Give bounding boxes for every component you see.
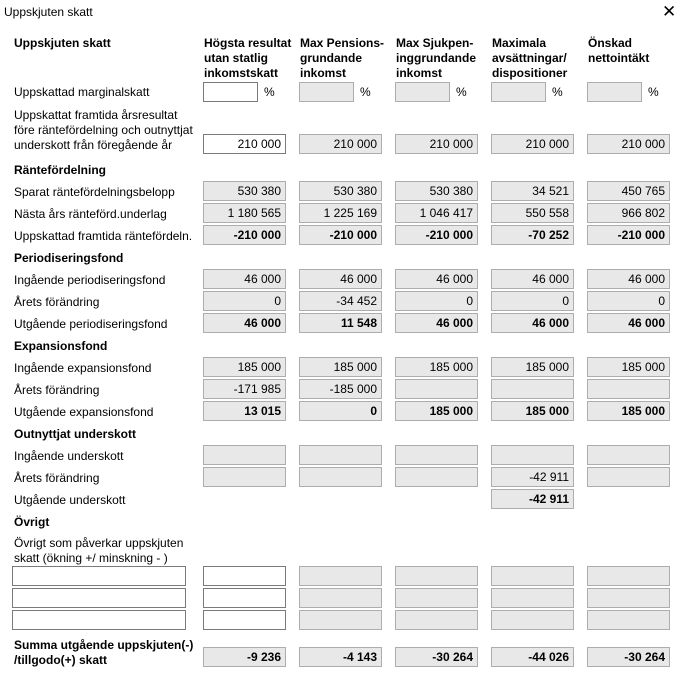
nasta-ars-field: 1 225 169 xyxy=(299,203,382,223)
sparat-label: Sparat räntefördelningsbelopp xyxy=(14,185,175,199)
arets-forandring-u-field xyxy=(587,467,670,487)
nasta-ars-field: 550 558 xyxy=(491,203,574,223)
ovrigt-text-input[interactable] xyxy=(12,566,186,586)
col-header-hogsta: Högsta resultat utan statlig inkomstskatt xyxy=(204,36,292,80)
col-header-maximala: Maximala avsättningar/ dispositioner xyxy=(492,36,568,80)
summa-field: -30 264 xyxy=(587,647,670,667)
ovrigt-value-field xyxy=(395,610,478,630)
percent-unit: % xyxy=(360,85,371,99)
sparat-field: 450 765 xyxy=(587,181,670,201)
window-title: Uppskjuten skatt xyxy=(4,5,93,19)
row-header: Uppskjuten skatt xyxy=(14,36,111,50)
ingaende-underskott-field xyxy=(587,445,670,465)
ingaende-expansionsfond-field: 185 000 xyxy=(491,357,574,377)
ingaende-periodiseringsfond-field: 46 000 xyxy=(491,269,574,289)
arets-forandring-ef-label: Årets förändring xyxy=(14,383,100,397)
arets-forandring-ef-field: -171 985 xyxy=(203,379,286,399)
nasta-ars-field: 1 180 565 xyxy=(203,203,286,223)
utgaende-underskott-label: Utgående underskott xyxy=(14,493,126,507)
framtida-arsresultat-field: 210 000 xyxy=(395,134,478,154)
utgaende-expansionsfond-field: 185 000 xyxy=(395,401,478,421)
ingaende-periodiseringsfond-field: 46 000 xyxy=(395,269,478,289)
nasta-ars-field: 1 046 417 xyxy=(395,203,478,223)
ingaende-underskott-label: Ingående underskott xyxy=(14,449,124,463)
ovrigt-value-input[interactable] xyxy=(203,610,286,630)
arets-forandring-pf-field: 0 xyxy=(491,291,574,311)
ovrigt-value-field xyxy=(491,588,574,608)
section-outnyttjat-underskott: Outnyttjat underskott xyxy=(14,427,136,441)
percent-unit: % xyxy=(648,85,659,99)
framtida-arsresultat-field[interactable]: 210 000 xyxy=(203,134,286,154)
utgaende-periodiseringsfond-field: 46 000 xyxy=(587,313,670,333)
ingaende-underskott-field xyxy=(395,445,478,465)
framtida-arsresultat-field: 210 000 xyxy=(299,134,382,154)
ingaende-underskott-field xyxy=(299,445,382,465)
arets-forandring-u-field xyxy=(299,467,382,487)
section-expansionsfond: Expansionsfond xyxy=(14,339,108,353)
summa-field: -4 143 xyxy=(299,647,382,667)
sparat-field: 34 521 xyxy=(491,181,574,201)
ingaende-underskott-field xyxy=(491,445,574,465)
ingaende-periodiseringsfond-field: 46 000 xyxy=(587,269,670,289)
utgaende-periodiseringsfond-field: 46 000 xyxy=(203,313,286,333)
utgaende-expansionsfond-field: 185 000 xyxy=(491,401,574,421)
arets-forandring-u-field xyxy=(395,467,478,487)
arets-forandring-pf-field: -34 452 xyxy=(299,291,382,311)
framtida-arsresultat-field: 210 000 xyxy=(491,134,574,154)
arets-forandring-u-field xyxy=(203,467,286,487)
ingaende-expansionsfond-label: Ingående expansionsfond xyxy=(14,361,152,375)
col-header-onskad: Önskad nettointäkt xyxy=(588,36,650,65)
percent-unit: % xyxy=(552,85,563,99)
percent-unit: % xyxy=(264,85,275,99)
col-header-sjukpenning: Max Sjukpen- inggrundande inkomst xyxy=(396,36,476,80)
sparat-field: 530 380 xyxy=(203,181,286,201)
ingaende-expansionsfond-field: 185 000 xyxy=(587,357,670,377)
arets-forandring-u-label: Årets förändring xyxy=(14,471,100,485)
uppskattad-rantefordelning-field: -210 000 xyxy=(395,225,478,245)
ovrigt-value-input[interactable] xyxy=(203,588,286,608)
summa-label: Summa utgående uppskjuten(-) /tillgodo(+) skatt xyxy=(14,638,194,667)
ingaende-periodiseringsfond-label: Ingående periodiseringsfond xyxy=(14,273,166,287)
utgaende-underskott-field: -42 911 xyxy=(491,489,574,509)
ingaende-periodiseringsfond-field: 46 000 xyxy=(299,269,382,289)
arets-forandring-pf-field: 0 xyxy=(587,291,670,311)
close-icon[interactable]: ✕ xyxy=(662,2,677,21)
marginalskatt-input xyxy=(299,82,354,102)
utgaende-expansionsfond-field: 13 015 xyxy=(203,401,286,421)
ovrigt-text-input[interactable] xyxy=(12,588,186,608)
nasta-ars-field: 966 802 xyxy=(587,203,670,223)
arets-forandring-pf-label: Årets förändring xyxy=(14,295,100,309)
sparat-field: 530 380 xyxy=(395,181,478,201)
section-ovrigt: Övrigt xyxy=(14,515,50,529)
arets-forandring-ef-field xyxy=(587,379,670,399)
marginalskatt-input xyxy=(587,82,642,102)
utgaende-expansionsfond-field: 185 000 xyxy=(587,401,670,421)
framtida-arsresultat-field: 210 000 xyxy=(587,134,670,154)
ingaende-underskott-field xyxy=(203,445,286,465)
uppskattad-rantefordelning-field: -210 000 xyxy=(299,225,382,245)
arets-forandring-ef-field: -185 000 xyxy=(299,379,382,399)
utgaende-expansionsfond-label: Utgående expansionsfond xyxy=(14,405,154,419)
section-periodiseringsfond: Periodiseringsfond xyxy=(14,251,124,265)
ovrigt-text-input[interactable] xyxy=(12,610,186,630)
ovrigt-value-input[interactable] xyxy=(203,566,286,586)
ovrigt-value-field xyxy=(299,566,382,586)
ovrigt-value-field xyxy=(395,588,478,608)
ovrigt-value-field xyxy=(587,566,670,586)
arets-forandring-u-field: -42 911 xyxy=(491,467,574,487)
marginalskatt-input xyxy=(491,82,546,102)
ingaende-expansionsfond-field: 185 000 xyxy=(203,357,286,377)
uppskattad-rantefordelning-field: -210 000 xyxy=(203,225,286,245)
utgaende-expansionsfond-field: 0 xyxy=(299,401,382,421)
arets-forandring-pf-field: 0 xyxy=(395,291,478,311)
utgaende-periodiseringsfond-label: Utgående periodiseringsfond xyxy=(14,317,168,331)
arets-forandring-pf-field: 0 xyxy=(203,291,286,311)
utgaende-periodiseringsfond-field: 46 000 xyxy=(491,313,574,333)
ovrigt-value-field xyxy=(587,588,670,608)
percent-unit: % xyxy=(456,85,467,99)
arets-forandring-ef-field xyxy=(491,379,574,399)
ingaende-expansionsfond-field: 185 000 xyxy=(395,357,478,377)
utgaende-periodiseringsfond-field: 46 000 xyxy=(395,313,478,333)
ingaende-expansionsfond-field: 185 000 xyxy=(299,357,382,377)
utgaende-periodiseringsfond-field: 11 548 xyxy=(299,313,382,333)
ovrigt-value-field xyxy=(491,566,574,586)
summa-field: -9 236 xyxy=(203,647,286,667)
title-bar xyxy=(0,0,679,24)
framtida-arsresultat-label: Uppskattat framtida årsresultat före räntefördelning och outnyttjat underskott från föregående år xyxy=(14,108,193,152)
marginalskatt-label: Uppskattad marginalskatt xyxy=(14,85,150,99)
ovrigt-value-field xyxy=(299,610,382,630)
uppskattad-rantefordelning-label: Uppskattad framtida räntefördeln. xyxy=(14,229,193,243)
uppskattad-rantefordelning-field: -70 252 xyxy=(491,225,574,245)
col-header-pension: Max Pensions- grundande inkomst xyxy=(300,36,385,80)
ovrigt-value-field xyxy=(299,588,382,608)
ovrigt-value-field xyxy=(587,610,670,630)
ingaende-periodiseringsfond-field: 46 000 xyxy=(203,269,286,289)
section-rantefordelning: Räntefördelning xyxy=(14,163,106,177)
arets-forandring-ef-field xyxy=(395,379,478,399)
summa-field: -44 026 xyxy=(491,647,574,667)
marginalskatt-input[interactable] xyxy=(203,82,258,102)
uppskattad-rantefordelning-field: -210 000 xyxy=(587,225,670,245)
nasta-ars-label: Nästa års ränteförd.underlag xyxy=(14,207,167,221)
ovrigt-label: Övrigt som påverkar uppskjuten skatt (ökning +/ minskning - ) xyxy=(14,536,184,565)
summa-field: -30 264 xyxy=(395,647,478,667)
ovrigt-value-field xyxy=(491,610,574,630)
ovrigt-value-field xyxy=(395,566,478,586)
marginalskatt-input xyxy=(395,82,450,102)
sparat-field: 530 380 xyxy=(299,181,382,201)
